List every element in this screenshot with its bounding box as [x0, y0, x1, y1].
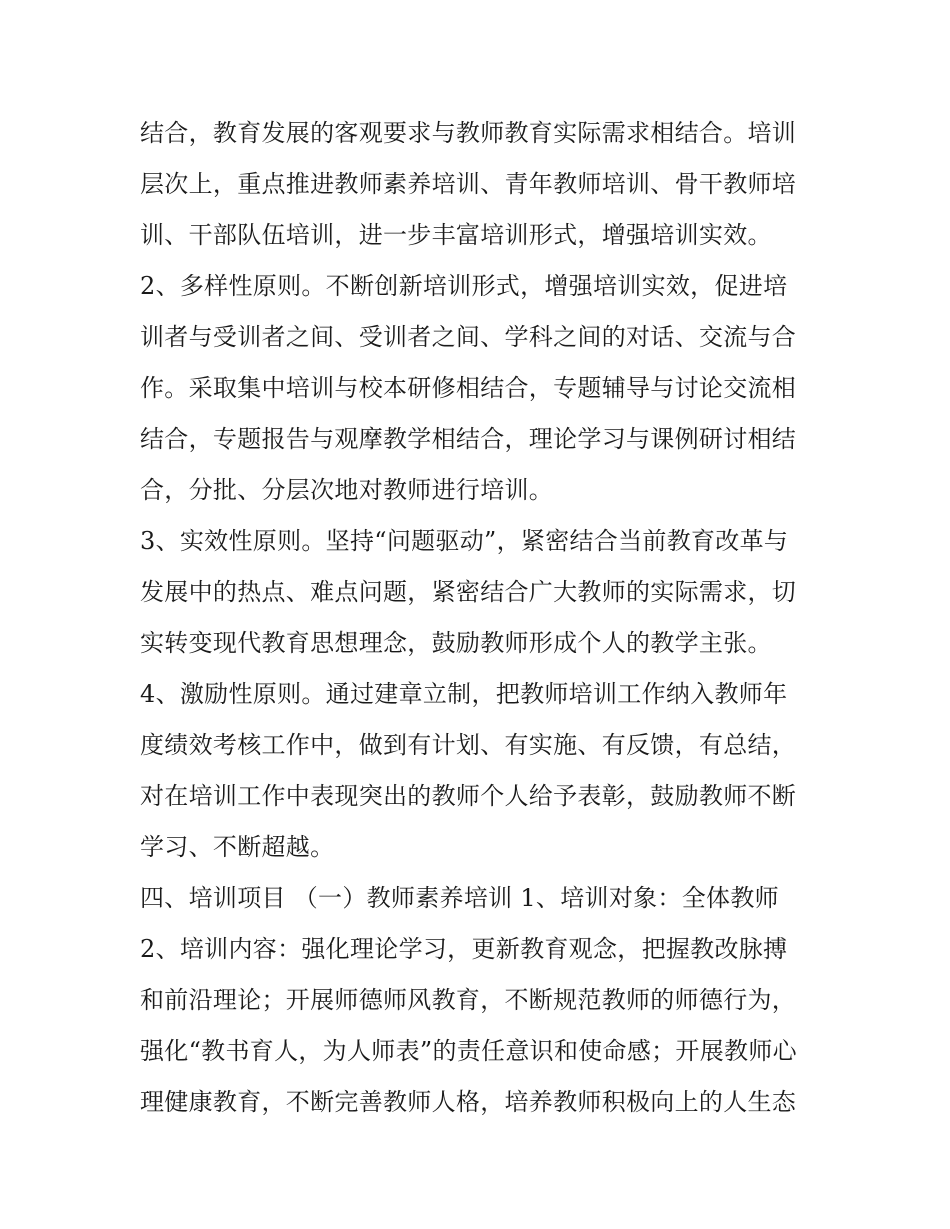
text-line: 4、激励性原则。通过建章立制，把教师培训工作纳入教师年: [140, 680, 788, 708]
text-line: 2、培训内容：强化理论学习，更新教育观念，把握教改脉搏: [140, 935, 788, 963]
text-line: 度绩效考核工作中，做到有计划、有实施、有反馈，有总结，: [140, 731, 797, 759]
text-line: 强化“教书育人，为人师表”的责任意识和使命感；开展教师心: [140, 1037, 797, 1065]
text-line: 四、培训项目 （一）教师素养培训 1、培训对象：全体教师: [140, 884, 779, 912]
text-line: 作。采取集中培训与校本研修相结合，专题辅导与讨论交流相: [140, 374, 797, 402]
text-line: 结合，教育发展的客观要求与教师教育实际需求相结合。培训: [140, 119, 797, 147]
text-line: 合，分批、分层次地对教师进行培训。: [140, 476, 554, 504]
text-line: 层次上，重点推进教师素养培训、青年教师培训、骨干教师培: [140, 170, 797, 198]
text-line: 3、实效性原则。坚持“问题驱动”，紧密结合当前教育改革与: [140, 527, 789, 555]
text-line: 学习、不断超越。: [140, 833, 335, 861]
text-line: 训、干部队伍培训，进一步丰富培训形式，增强培训实效。: [140, 221, 772, 249]
text-line: 理健康教育，不断完善教师人格，培养教师积极向上的人生态: [140, 1088, 797, 1116]
text-line: 结合，专题报告与观摩教学相结合，理论学习与课例研讨相结: [140, 425, 797, 453]
text-line: 训者与受训者之间、受训者之间、学科之间的对话、交流与合: [140, 323, 797, 351]
text-line: 和前沿理论；开展师德师风教育，不断规范教师的师德行为，: [140, 986, 797, 1014]
body-text: [140, 108, 820, 1128]
text-line: 对在培训工作中表现突出的教师个人给予表彰，鼓励教师不断: [140, 782, 797, 810]
text-line: 实转变现代教育思想理念，鼓励教师形成个人的教学主张。: [140, 629, 772, 657]
text-line: 发展中的热点、难点问题，紧密结合广大教师的实际需求，切: [140, 578, 797, 606]
text-line: 2、多样性原则。不断创新培训形式，增强培训实效，促进培: [140, 272, 788, 300]
